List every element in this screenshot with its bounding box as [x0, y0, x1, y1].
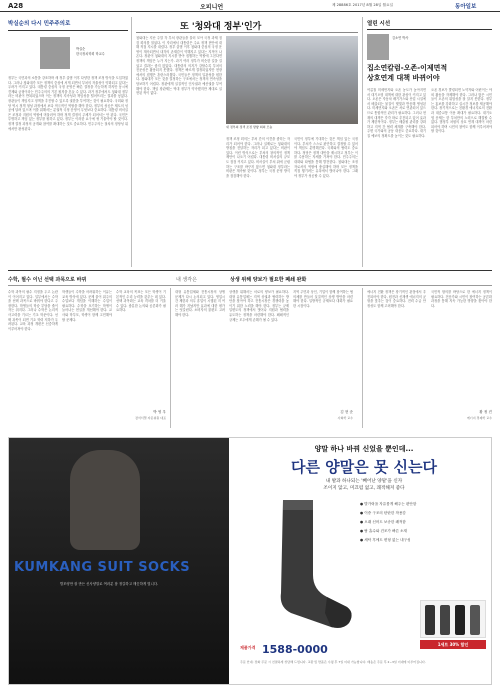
ad-phone[interactable]: 1588-0000	[262, 643, 328, 656]
middle-subrule	[8, 285, 492, 286]
right-author-line: 김소연 박사	[392, 36, 409, 40]
section-name: 오피니언	[200, 4, 224, 11]
ad-model-figure	[70, 450, 140, 550]
middle-body-8: 국민적 합의를 바탕으로 한 에너지 정책이 필요하다. 전문가와 시민이 참여하는 공론화 과정을 통해 지속 가능한 방향을 찾아야 한다.	[431, 290, 492, 308]
column-divider	[8, 30, 128, 31]
ad-headline: 다른 양말은 못 신는다	[290, 458, 438, 476]
ad-top-line: 양말 하나 바꿔 신었을 뿐인데...	[314, 445, 414, 453]
middle-body-5: 상생을 위해서는 서로의 양보가 필요하다. 대형 유통업체는 지역 상권과 협력하는 방안을 찾아야 하고 전통시장은 경쟁력을 높이기 위한 노력을 해야 한다. 정부는 규제 일변도의 정책에서 벗어나 지원과 협력을 유도하는 정책을 마련해야 한다. 폐쇄적인 규제는 모두에게 손해가 될 수 있다.	[229, 290, 289, 322]
middle-body-3: 수학 교육의 목표는 모든 학생이 기본적인 수리 능력을 갖추는 데 있다. 선택 과목화는 교육 격차를 더 키울 수 있다. 충분한 논의와 공론화가 필요하다.	[116, 290, 166, 313]
author-photo	[40, 37, 70, 69]
headline-rule	[136, 32, 358, 33]
right-body-1: 여름철 미세먼지와 오존 농도가 높아지면서 대기오염 대책에 대한 관심이 커지고 있다. 오존은 자동차 배기가스와 산업 시설에서 배출되는 물질이 햇빛과 반응해 생성된다. 미세먼지와 오존은 서로 연관되어 있으므로 통합적인 관리가 필요하다. 그러나 현재의 대책은 각각 따로 추진되고 있어 효과가 제한적이다. 정부는 배출원 관리를 강화하고 지역 간 협력 체계를 구축해야 한다. 주변 국가와의 공동 대응도 중요하다. 대기질 예보의 정확도를 높이는 것도 필요하다.	[367, 88, 426, 138]
ad-fine-print: 주문 안내: 전화 주문 시 친절하게 상담해 드립니다. 교환 및 반품은 수령 후 7일 이내 가능합니다. 배송은 주문 후 2~3일 이내에 이루어집니다.	[240, 660, 426, 664]
ad-feature-item: ● 땀 흡수와 건조가 빠른 소재	[360, 529, 408, 533]
byline-2: 김 현 준	[340, 410, 353, 414]
right-body-2: 오존 경보가 발령되면 노약자와 어린이는 야외 활동을 자제해야 한다. 그러나 많은 시민들이 오존의 위험성을 잘 알지 못한다. 정부는 홍보를 강화하고 실시간 정보를 제공해야 한다. 장기적으로는 친환경 에너지로의 전환과 대중교통 이용 확대가 필요하다. 대기오염 문제는 한 부처만의 노력으로 해결할 수 없다. 범정부 차원의 상호 연계 대책이 마련되어야 하며 시민의 참여도 함께 이루어져야 할 것이다.	[431, 88, 492, 134]
byline-1: 박 영 우	[153, 410, 166, 414]
right-headline: 집소연칼럼-오존-이제면적 상호연계 대책 바뀌어야	[367, 64, 448, 82]
ad-feature-list	[360, 500, 488, 545]
author-label: 박실순 한국정치학회 학교수	[76, 47, 105, 56]
main-headline: 또 '청와대 정부'인가	[180, 22, 262, 32]
ad-feature-item: ● 오래 신어도 보송한 쾌적함	[360, 520, 406, 524]
ad-price-badge: 1세트 30% 할인	[420, 640, 486, 649]
article-body-3: 국민이 정부에 기대하는 것은 책임 있는 국정이다. 부처가 스스로 판단하고 결정할 수 있어야 책임도 분명해진다. 국회와의 협력도 중요하다. 정당은 정책 대안을 제시하고 정부는 이를 수용하는 자세를 가져야 한다. 민주주의는 대화와 타협을 통해 발전한다. 청와대는 조정자로서의 역할에 충실해야 하며 모든 정책을 직접 챙기려는 유혹에서 벗어나야 한다. 그래야 정부가 성공할 수 있다.	[294, 137, 358, 178]
article-body-2: 정책 조정 회의는 부처 간의 이견을 좁히는 자리가 되어야 한다. 그러나 실제로는 청와대의 방침을 전달하는 자리가 되고 있다는 비판이 있다. 이런 방식으로는 부처의 창의적인 정책 제안이 나오기 어렵다. 대통령 비서실의 규모도 점점 커지고 있다. 비서실이 부처 위에 군림하는 구조를 바꾸지 않으면 청와대 정부라는 비판은 계속될 것이다. 정부는 국정 운영 방식을 점검해야 한다.	[226, 137, 290, 178]
middle-byline-label: 내 생각은	[176, 277, 197, 283]
middle-center-headline: 상생 위해 양보가 필요한 폐쇄 완화	[230, 277, 307, 283]
middle-body-4: 대형 유통업체와 전통시장의 상생 문제가 다시 논의되고 있다. 영업시간 제한과 의무 휴업이 시행된 지 여러 해가 지났지만 효과에 대한 평가는 엇갈린다. 소비자의 불편도 고려해야 한다.	[175, 290, 225, 317]
middle-body-2: 학생들이 수학을 어려워하는 이유는 교육 방식에 있다. 문제 풀이 위주의 수업보다 개념을 이해하는 수업이 필요하다. 수학을 포기하는 학생이 늘어나는 현실을 개선해야 한다. 교사와 학부모, 학생이 함께 고민해야 할 문제다.	[62, 290, 112, 322]
middle-body-6: 지역 주민과 상인, 기업이 함께 참여하는 협의체를 만들어 실질적인 상생 방안을 마련해야 한다. 일방적인 규제보다 대화가 필요한 시점이다.	[293, 290, 353, 308]
ad-feature-item: ● 세탁 후에도 변형 없는 내구성	[360, 538, 411, 542]
right-section-rule	[367, 29, 492, 30]
middle-band-rule	[8, 270, 492, 271]
middle-rule-2	[362, 288, 363, 428]
ad-order-label: 제품가격	[240, 645, 256, 650]
newspaper-logo: 동아일보	[455, 4, 477, 10]
right-author-photo	[367, 34, 389, 60]
middle-left-headline: 수학, 필수 이닌 선택 과목으로 바뀌	[8, 277, 87, 283]
issue-date: 제 28886호 2017년 8월 28일 월요일	[332, 3, 393, 7]
byline-3-role: 에너지 경제학 교수	[466, 416, 492, 420]
middle-body-7: 에너지 전환 정책은 장기적인 관점에서 추진되어야 한다. 원전과 신재생 에너지의 균형을 맞추는 것이 중요하다. 전력 수급 안정성도 함께 고려해야 한다.	[367, 290, 426, 308]
ad-feature-item: ● 발가락을 자유롭게 해주는 편안함	[360, 502, 417, 506]
photo-caption: 새 정부의 정책 조정 방향 회의 모습	[226, 125, 273, 129]
column-rule-right	[362, 17, 363, 267]
article-body-1: 청와대는 지난 주말 각 부처 장관들을 불러 모아 국정 과제 점검 회의를 열었다. 이 자리에서 대통령은 주요 정책 현안에 대해 직접 지시를 내렸다. 정부 출범 이후 청와대 중심의 국정 운영이 계속되면서 내각의 존재감이 약해지고 있다는 지적이 나온다. 장관이 청와대의 지시를 받아 집행하는 역할에 그친다면 정책의 책임은 누가 지는가. 과거 여러 정부가 비슷한 길을 걸었고 결과는 좋지 않았다. 대통령의 의지가 강할수록 부처의 전문성은 활용되지 못했다. 정책은 빠르게 결정되었지만 현장에서의 집행은 혼란스러웠다. 국민들은 정책의 일관성을 원한다. 청와대가 모든 것을 결정하는 구조에서는 정책의 연속성을 담보하기 어렵다. 장관에게 실질적인 인사권과 예산권을 부여해야 한다. 책임 장관제는 역대 정부가 약속했지만 제대로 실현된 적이 없다.	[136, 36, 222, 96]
middle-rule-1	[170, 288, 171, 428]
ad-sock-illustration	[255, 495, 355, 635]
ad-sock-pack	[420, 600, 486, 638]
ad-brand: KUMKANG SUIT SOCKS	[14, 560, 191, 575]
page-number: A28	[8, 2, 24, 10]
column-body: 정부는 국민과의 소통을 강조하며 새 정부 출범 이후 다양한 정책 조정 방식을 도입하였다. 그러나 청와대가 모든 정책의 중심에 서게 되면서 부처의 자율성이 약화되고 있다는 우려가 커지고 있다. 대통령 중심의 국정 운영은 빠른 결정을 가능하게 하지만 동시에 견제와 균형이라는 민주주의의 기본 원칙을 흔들 수 있다. 과거 정부에서도 청와대 정부라는 비판이 반복되었으며 이는 정책의 지속성과 책임성을 떨어뜨리는 결과를 낳았다. 장관들이 책임지고 정책을 추진할 수 있도록 권한을 부여하는 것이 필요하다. 국회와 정당 역시 정책 형성 과정에서 보다 적극적인 역할을 해야 한다. 정부의 성공은 제도의 성공에 달려 있으며 이를 위해서는 분권적 국정 운영이 무엇보다 중요하다. 대통령 비서실은 조정과 지원의 역할에 머물러야 하며 정책 결정의 주체가 되어서는 안 된다. 국민은 투명하고 책임 있는 정부를 원하고 있다. 정부는 이러한 요구에 귀 기울여야 할 것이다. 정책 결정 과정의 공개와 참여를 확대하는 것도 중요하다. 민주주의는 절차의 정당성 위에서만 완성된다.	[8, 76, 128, 131]
ad-brand-sub: 발모양만 잘 만든 신사양말로 여러분 참 정갈하고 깨끗하게 빛니다.	[60, 582, 159, 586]
masthead	[0, 0, 500, 12]
byline-1-role: 장석서열 자문위원 대표	[135, 416, 166, 420]
column-rule	[131, 17, 132, 267]
byline-2-role: 사회학 교수	[337, 416, 353, 420]
article-photo	[226, 36, 358, 124]
ad-subheadline: 내 발과 하나되는 '빼어난 양말'을 신자 조이지 않고, 미끄럼 없고, 쾌적해져 좋다	[323, 479, 405, 491]
right-section-label: 열린 시선	[367, 21, 391, 27]
column-kicker: 박실순의 다시 민주주의로	[8, 21, 71, 27]
ad-feature-item: ● 이중 구조의 탄탄한 착용감	[360, 511, 406, 515]
byline-3: 황 정 진	[479, 410, 492, 414]
middle-body-1: 수학 과목의 필수 지정을 두고 논란이 이어지고 있다. 일부에서는 수학을 선택 과목으로 바꿔야 한다고 주장한다. 학생들의 학습 부담을 줄이자는 취지다. 그러나 수학은 논리적 사고력을 기르는 기초 학문이다. 선택 과목이 되면 기초 학력 저하가 우려된다. 교육 과정 개편은 신중하게 이루어져야 한다.	[8, 290, 58, 331]
